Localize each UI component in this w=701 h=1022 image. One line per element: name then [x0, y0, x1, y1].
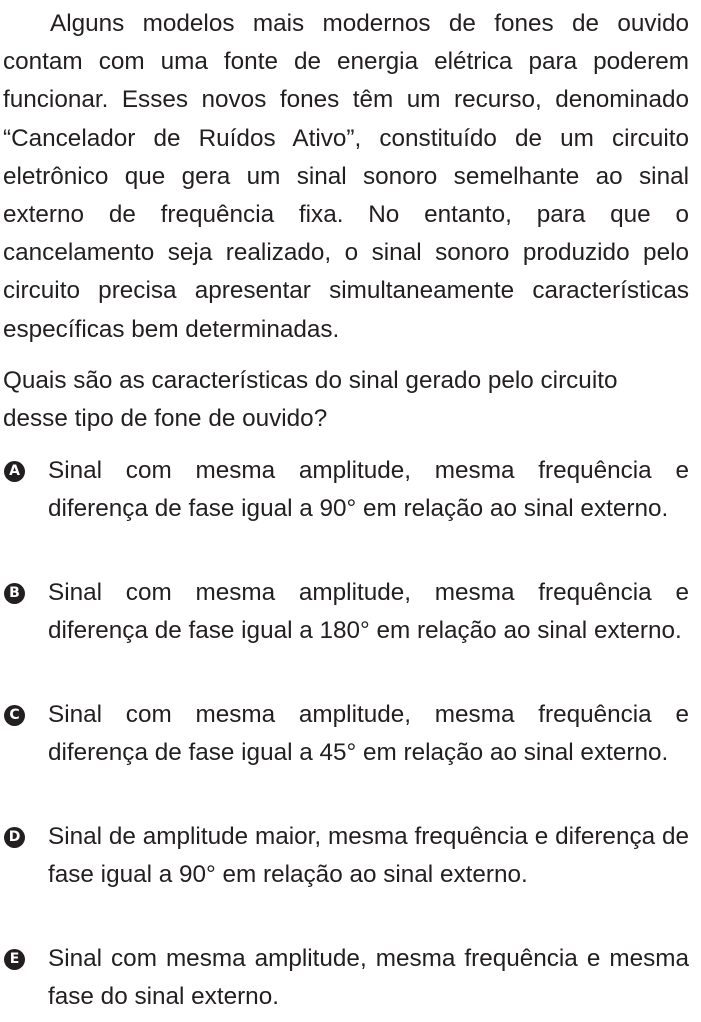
option-text-e: Sinal com mesma amplitude, mesma frequência e mesma fase do sinal externo. — [48, 945, 689, 1011]
option-text-a: Sinal com mesma amplitude, mesma frequência e diferença de fase igual a 90° em relação ao sinal externo. — [48, 457, 689, 523]
answer-option-e[interactable] — [3, 940, 689, 1016]
answer-option-d[interactable] — [3, 818, 689, 894]
option-letter-badge-c: C — [4, 705, 25, 726]
option-letter-badge-b: B — [4, 583, 25, 604]
answer-option-c[interactable] — [3, 696, 689, 772]
option-text-b: Sinal com mesma amplitude, mesma frequência e diferença de fase igual a 180° em relação ao sinal externo. — [48, 579, 689, 645]
question-stem: Alguns modelos mais modernos de fones de ouvido contam com uma fonte de energia elétrica para poderem funcionar. Esses novos fones têm um recurso, denominado “Cancelador de Ruídos Ativo”, constituído de um circuito eletrônico que gera um sinal sonoro semelhante ao sinal externo de frequência fixa. No entanto, para que o cancelamento seja realizado, o sinal sonoro produzido pelo circuito precisa apresentar simultaneamente características específicas bem determinadas. — [3, 10, 689, 343]
option-letter-badge-a: A — [4, 461, 25, 482]
option-text-d: Sinal de amplitude maior, mesma frequência e diferença de fase igual a 90° em relação ao sinal externo. — [48, 823, 689, 889]
answer-option-b[interactable] — [3, 574, 689, 650]
option-text-c: Sinal com mesma amplitude, mesma frequência e diferença de fase igual a 45° em relação ao sinal externo. — [48, 701, 689, 767]
answer-option-a[interactable] — [3, 452, 689, 528]
option-letter-badge-e: E — [4, 949, 25, 970]
option-letter-badge-d: D — [4, 827, 25, 848]
question-prompt: Quais são as características do sinal gerado pelo circuito desse tipo de fone de ouvido? — [3, 367, 618, 433]
